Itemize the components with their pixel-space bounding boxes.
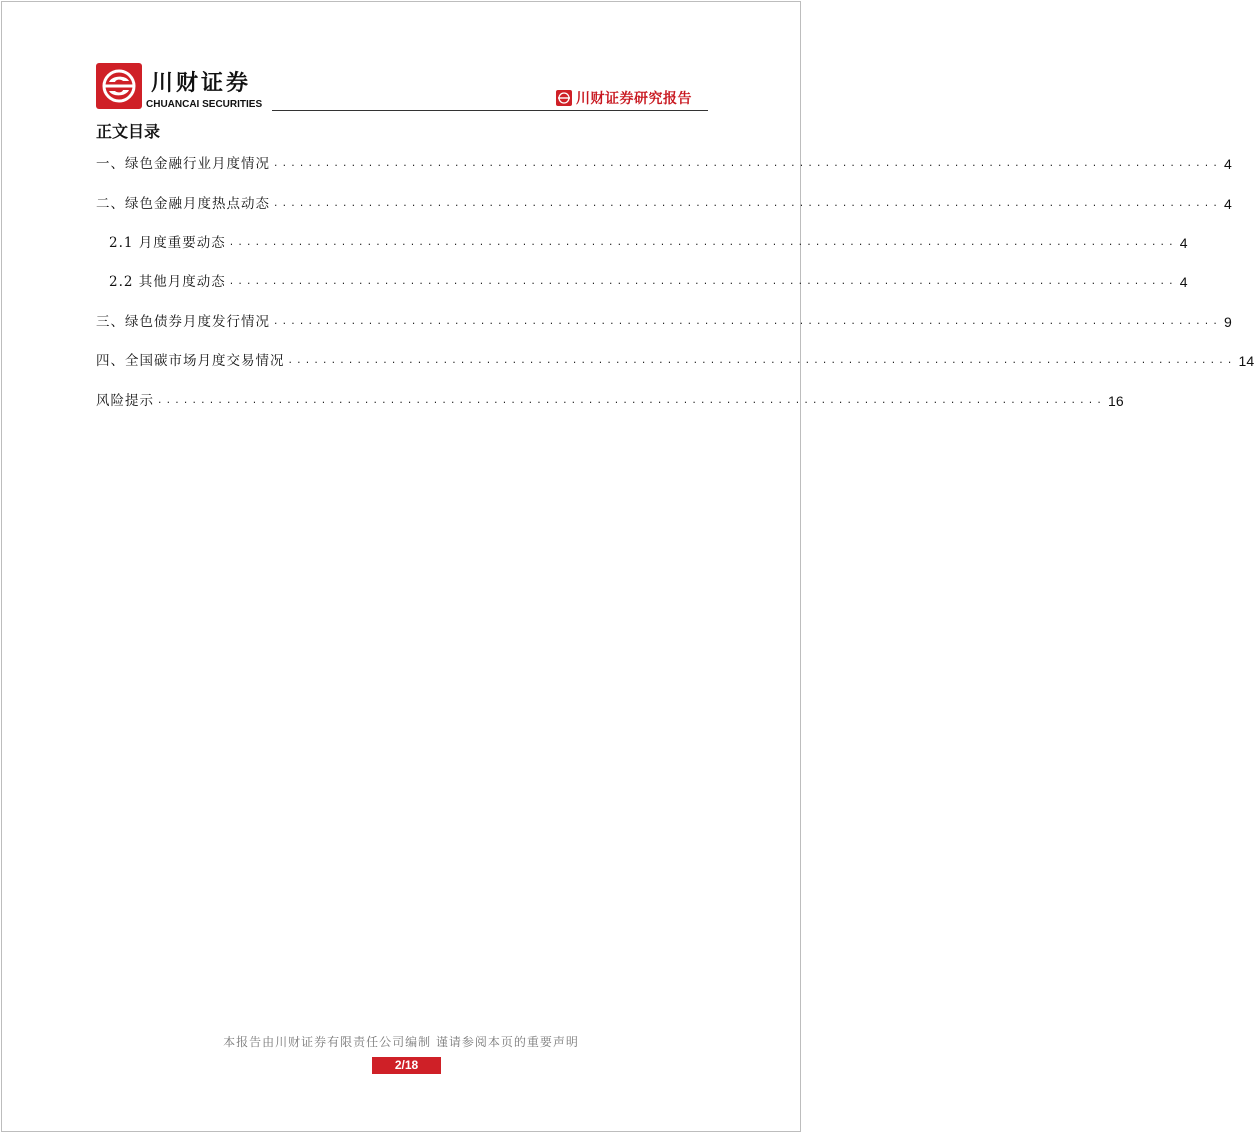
toc-entry-risk[interactable] <box>96 387 1124 409</box>
toc-entry-label: 三、绿色债券月度发行情况 <box>96 314 270 330</box>
toc-entry-2[interactable] <box>96 190 1232 212</box>
toc-entry-1[interactable] <box>96 150 1232 172</box>
toc-entry-label: 一、绿色金融行业月度情况 <box>96 156 270 172</box>
toc-leader-dots: .............................................................................................................. <box>273 317 1222 327</box>
toc-entry-page: 4 <box>1224 156 1232 172</box>
toc-entry-page: 4 <box>1224 196 1232 212</box>
toc-entry-page: 9 <box>1224 314 1232 330</box>
toc-entry-page: 4 <box>1179 235 1188 251</box>
toc-entry-label: 2.2 其他月度动态 <box>109 274 226 290</box>
chuancai-logo <box>96 63 142 109</box>
footer-disclaimer: 本报告由川财证券有限责任公司编制 谨请参阅本页的重要声明 <box>223 1035 579 1049</box>
toc-entry-2-1[interactable] <box>109 229 1188 251</box>
toc-leader-dots: .............................................................................................................. <box>228 238 1177 248</box>
toc-leader-dots: .............................................................................................................. <box>273 199 1222 209</box>
toc-entry-page: 16 <box>1108 393 1124 409</box>
toc-entry-label: 四、全国碳市场月度交易情况 <box>96 353 285 369</box>
brand-name-en: CHUANCAI SECURITIES <box>146 99 263 110</box>
report-tag-text: 川财证券研究报告 <box>576 91 692 107</box>
toc-entry-4[interactable] <box>96 347 1254 369</box>
brand-name-cn: 川财证券 <box>151 71 252 96</box>
toc-leader-dots: .............................................................................................................. <box>228 277 1177 287</box>
toc-leader-dots: .............................................................................................................. <box>157 396 1106 406</box>
toc-entry-page: 14 <box>1238 353 1254 369</box>
logo-emblem-icon <box>96 63 142 109</box>
page-number: 2/18 <box>372 1057 441 1074</box>
toc-entry-3[interactable] <box>96 308 1232 330</box>
report-tag <box>556 88 692 108</box>
toc-entry-label: 2.1 月度重要动态 <box>109 235 226 251</box>
toc-entry-page: 4 <box>1179 274 1188 290</box>
toc-entry-2-2[interactable] <box>109 268 1188 290</box>
toc-leader-dots: .............................................................................................................. <box>273 159 1222 169</box>
brand-mark-icon <box>556 90 572 106</box>
toc-entry-label: 风险提示 <box>96 393 154 409</box>
toc-title: 正文目录 <box>96 122 161 141</box>
toc-entry-label: 二、绿色金融月度热点动态 <box>96 196 270 212</box>
header-rule <box>272 110 708 111</box>
toc-leader-dots: .............................................................................................................. <box>287 356 1236 366</box>
